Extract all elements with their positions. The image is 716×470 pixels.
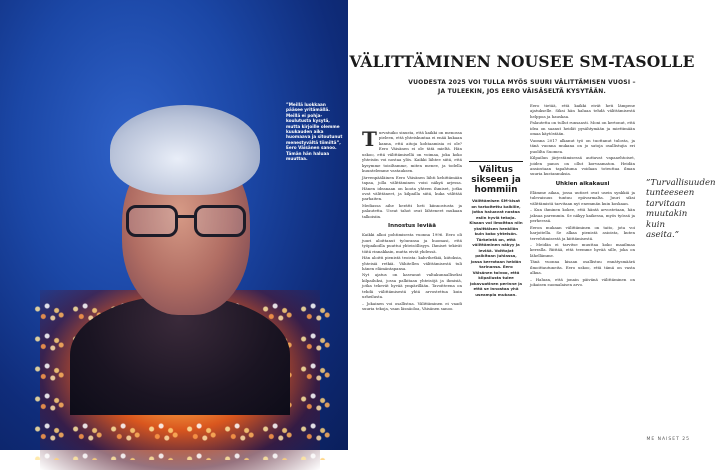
body-paragraph: Vuonna 2017 alkanut työ on tuottanut tulosta, ja tänä vuonna mukana on jo satoja osallistujia eri puolilta Suomea. [530, 137, 635, 154]
body-paragraph: Kilpailun järjestämisessä auttavat vapaaehtoiset, joiden panos on ollut korvaamaton. Heidän ansiostaan tapahtuma voidaan toteuttaa ilman suuria kustannuksia. [530, 155, 635, 177]
right-lens [194, 205, 246, 237]
body-paragraph: urvatuiko sinusta, että kaikki on menossa pieleen, että yhteiskuntaa ei enää kukaan kanna, että aitoja kohtaamisia ei ole? Eero Väisänen ei ole tätä mieltä. Hän uskoo, että välittämisellä on voimaa, joka koko yhteisön voi nostaa ylös. Kaikki lähtee siitä, että kysymme toisiltamme, miten menee, ja todella kuuntelemme vastauksen. [362, 130, 462, 174]
photo-caption: ”Meillä luokkaan pääsee yritämällä. Meillä ei pohjakoulutusta kysytä, mutta kirjoille olemme kuukauden aika huomaava ja sitoutunut menestyvältä tiimiltä”, Eero Väisänen sanoo. Tämän hän haluaa muuttaa. [286, 102, 343, 162]
glasses-icon [122, 205, 250, 241]
body-paragraph: – Jokainen voi osallistua. Välittäminen ei vaadi suuria tekoja, vaan läsnäoloa, Väisänen sanoo. [362, 300, 462, 312]
subhead-innostus: Innostus leviää [388, 223, 436, 230]
body-paragraph: Eeron mukaan välittäminen on taito, jota voi harjoitella. Se alkaa pienistä asioista, kuten tervehtimisestä ja kiittämisestä. [530, 224, 635, 241]
body-paragraph: Tänä vuonna kisaan osallistuu ennätysmäärä ilmoittautuneita. Eero uskoo, että tämä on vasta alkua. [530, 259, 635, 276]
pull-quote: ”Turvallisuuden tunteeseen tarvitaan muutakin kuin aseita.” [646, 178, 716, 241]
body-paragraph: Hän aloitti pienistä teoista: kahvihetkiä, kiitoksia, yhteisiä retkiä. Vähitellen välittämisestä tuli hänen elämäntapansa. [362, 255, 462, 271]
body-paragraph: Kaikki alkoi pohtimisesta vuonna 1996. Eero oli juuri aloittanut työuransa ja huomasi, että työpaikoilla puuttui yhteisöllisyys. Ihmiset tekivät töitä rinnakkain, mutta eivät yhdessä. [362, 232, 462, 254]
sidebar-body: Välittämisen SM-kisat on tarkoitettu kaikille, jotka haluavat nostaa esiin hyviä tekoja. Kisaan voi ilmoittaa niin yksittäisen henkilön kuin koko yhteisön. Tärkeintä on, että välittäminen näkyy ja leviää. Voittajat palkitaan juhlassa, jossa kerrotaan heidän tarinansa. Eero Väisänen toivoo, että kilpailusta tulee jokavuotinen perinne ja että se innostaa yhä useampia mukaan. [469, 198, 523, 297]
cover-photo [0, 0, 348, 450]
article-page [348, 0, 716, 450]
sidebar-box [469, 161, 523, 297]
glasses-bridge [178, 215, 194, 218]
portrait-hair [110, 105, 260, 195]
article-headline: VÄLITTÄMINEN NOUSEE SM-TASOLLE [349, 52, 695, 71]
body-paragraph: Nyt ajatus on kasvanut valtakunnalliseksi kilpailuksi, jossa palkitaan yhteisöjä ja ihmisiä, jotka tekevät hyvää ympärillään. Tavoitteena on tehdä välittämisestä yhtä arvostettua kuin urheilusta. [362, 272, 462, 300]
drop-cap: T [362, 127, 377, 151]
body-paragraph: Palautetta on tullut runsaasti. Moni on kertonut, että idea on saanut heidät pysähtymään ja miettimään omaa käytöstään. [530, 120, 635, 137]
article-column-3 [530, 103, 635, 289]
body-paragraph: Järvenpääläinen Eero Väisänen lähti kehittämään tapaa, jolla välittäminen voisi näkyä arjessa. Hänen ideanaan on koota yhteen ihmiset, jotka ovat välittäneet, ja kilpailla siitä, kuka välittää parhaiten. [362, 174, 462, 202]
body-paragraph: Eero tietää, että kaikki eivät heti lämpene ajatukselle. Siksi hän haluaa tehdä välittämisestä helppoa ja hauskaa. [530, 103, 635, 119]
subhead-uhkien: Uhkien aikakausi [555, 180, 610, 187]
article-column-1 [362, 127, 462, 430]
left-lens [126, 205, 178, 237]
body-paragraph: – Haluan, että jonain päivänä välittäminen on jokaisen suomalaisen arvo. [530, 276, 635, 288]
body-paragraph: – Kun ihminen kokee, että häntä arvostetaan, hän jaksaa paremmin. Se näkyy kaikessa, myös työssä ja perheessä. [530, 207, 635, 224]
sidebar-title: Välitus sikseen ja hommiin [471, 165, 521, 195]
body-paragraph: Elämme aikaa, jossa uutiset ovat usein synkkiä ja tulevaisuus tuntuu epävarmalta. Juuri siksi välittämistä tarvitaan nyt enemmän kuin koskaan. [530, 189, 635, 206]
portrait-man [70, 105, 290, 405]
body-paragraph: Mediassa aihe herätti heti kiinnostusta ja palautetta. Useat tahot ovat lähteneet mukaan talkoisiin. [362, 202, 462, 219]
page-folio: ME NAISET 25 [646, 437, 690, 442]
body-paragraph: – Meidän ei tarvitse muuttaa koko maailmaa kerralla. Riittää, että teemme hyvää sille, joka on lähellämme. [530, 241, 635, 258]
article-deck: VUODESTA 2025 VOI TULLA MYÖS SUURI VÄLITTÄMISEN VUOSI – JA TULEEKIN, JOS EERO VÄISÄSELTÄ KYSYTÄÄN. [408, 79, 636, 95]
